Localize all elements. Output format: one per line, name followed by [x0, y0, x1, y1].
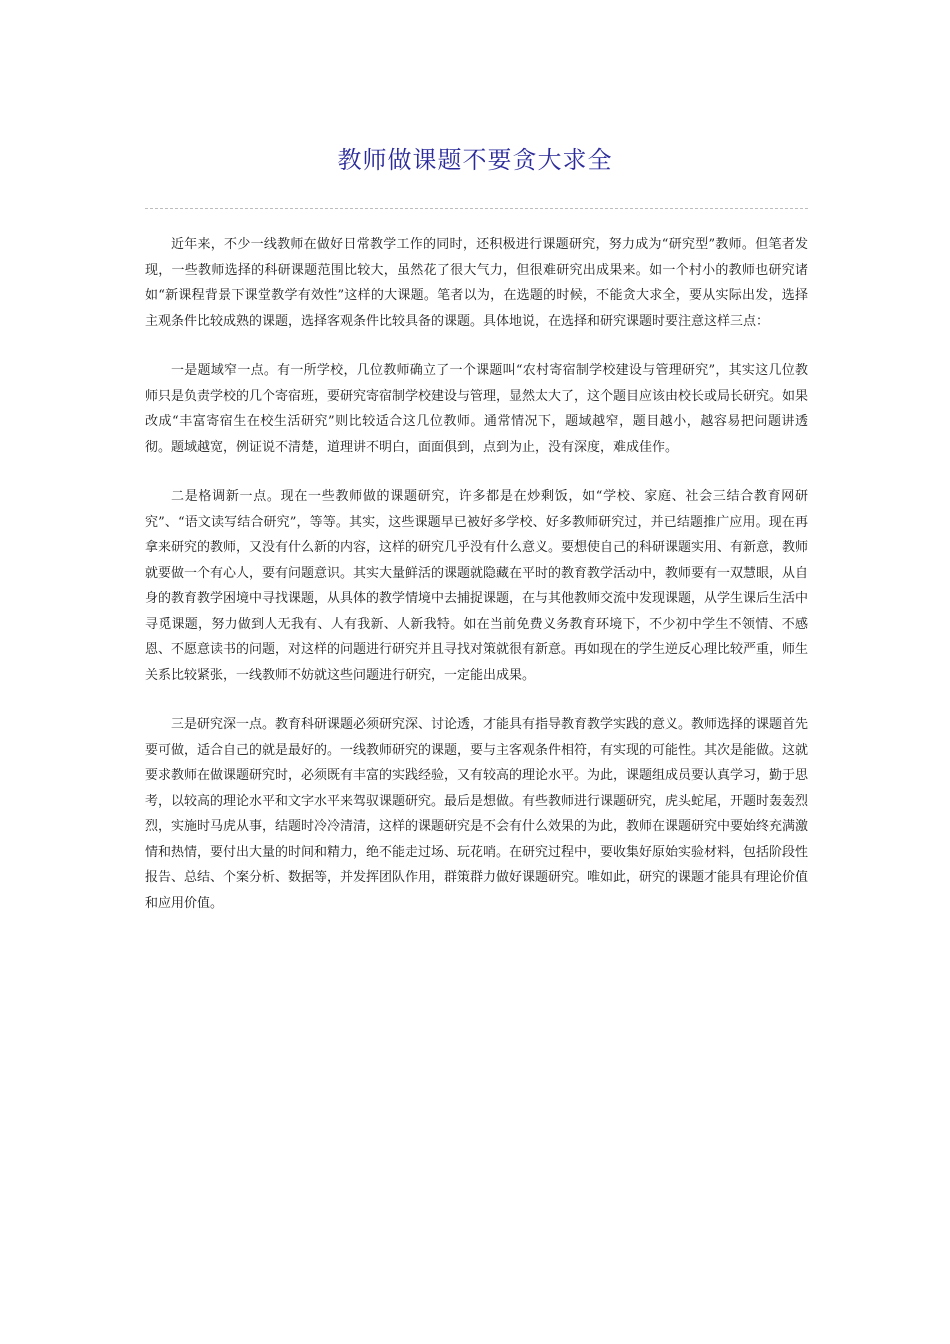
paragraph-point-three: 三是研究深一点。教育科研课题必须研究深、讨论透，才能具有指导教育教学实践的意义。教师选择的课题首先要可做，适合自己的就是最好的。一线教师研究的课题，要与主客观条件相符，有实现的可能性。其次是能做。这就要求教师在做课题研究时，必须既有丰富的实践经验，又有较高的理论水平。为此，课题组成员要认真学习，勤于思考，以较高的理论水平和文字水平来驾驭课题研究。最后是想做。有些教师进行课题研究，虎头蛇尾，开题时轰轰烈烈，实施时马虎从事，结题时冷冷清清，这样的课题研究是不会有什么效果的为此，教师在课题研究中要始终充满激情和热情，要付出大量的时间和精力，绝不能走过场、玩花哨。在研究过程中，要收集好原始实验材料，包括阶段性报告、总结、个案分析、数据等，并发挥团队作用，群策群力做好课题研究。唯如此，研究的课题才能具有理论价值和应用价值。: [145, 717, 809, 911]
paragraph-point-two: 二是格调新一点。现在一些教师做的课题研究，许多都是在炒剩饭，如“学校、家庭、社会三结合教育网研究”、“语文读写结合研究”，等等。其实，这些课题早已被好多学校、好多教师研究过，并已结题推广应用。现在再拿来研究的教师，又没有什么新的内容，这样的研究几乎没有什么意义。要想使自己的科研课题实用、有新意，教师就要做一个有心人，要有问题意识。其实大量鲜活的课题就隐藏在平时的教育教学活动中，教师要有一双慧眼，从自身的教育教学困境中寻找课题，从具体的教学情境中去捕捉课题，在与其他教师交流中发现课题，从学生课后生活中寻觅课题，努力做到人无我有、人有我新、人新我特。如在当前免费义务教育环境下，不少初中学生不领情、不感恩、不愿意读书的问题，对这样的问题进行研究并且寻找对策就很有新意。再如现在的学生逆反心理比较严重，师生关系比较紧张，一线教师不妨就这些问题进行研究，一定能出成果。: [145, 489, 809, 683]
document-title: 教师做课题不要贪大求全: [337, 146, 613, 174]
article-body: [145, 232, 808, 940]
title-divider: [145, 208, 808, 209]
paragraph-point-one: 一是题域窄一点。有一所学校，几位教师确立了一个课题叫“农村寄宿制学校建设与管理研究”，其实这几位教师只是负责学校的几个寄宿班，要研究寄宿制学校建设与管理，显然太大了，这个题目应该由校长或局长研究。如果改成“丰富寄宿生在校生活研究”则比较适合这几位教师。通常情况下，题域越窄，题目越小，越容易把问题讲透彻。题域越宽，例证说不清楚，道理讲不明白，面面俱到，点到为止，没有深度，难成佳作。: [145, 363, 809, 455]
paragraph-intro: 近年来，不少一线教师在做好日常教学工作的同时，还积极进行课题研究，努力成为“研究型”教师。但笔者发现，一些教师选择的科研课题范围比较大，虽然花了很大气力，但很难研究出成果来。如一个村小的教师也研究诸如“新课程背景下课堂教学有效性”这样的大课题。笔者以为，在选题的时候，不能贪大求全，要从实际出发，选择主观条件比较成熟的课题，选择客观条件比较具备的课题。具体地说，在选择和研究课题时要注意这样三点：: [145, 237, 808, 329]
